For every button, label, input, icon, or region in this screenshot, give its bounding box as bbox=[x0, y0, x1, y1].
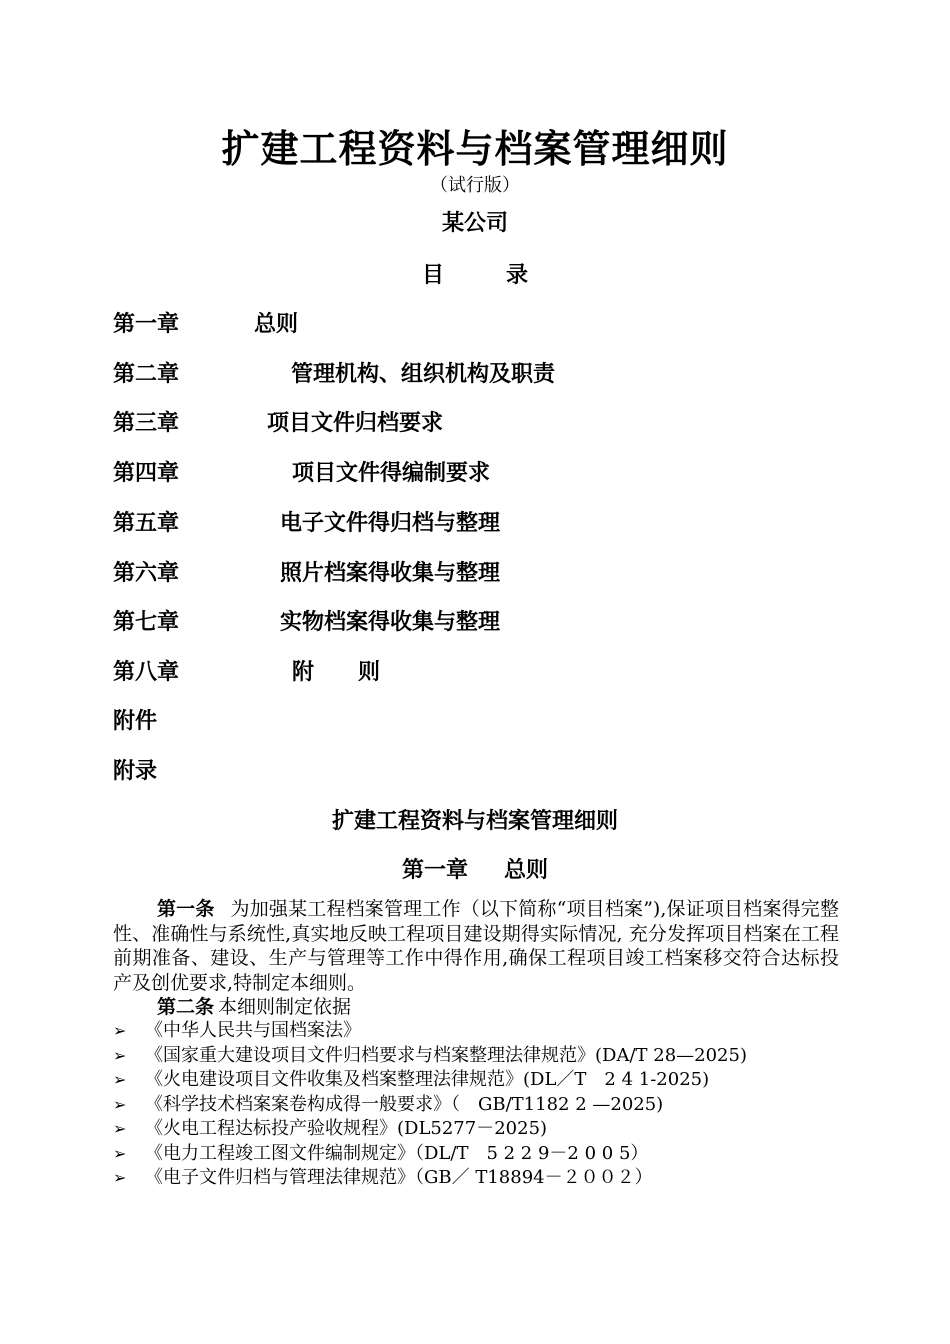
article-1-label: 第一条 bbox=[157, 898, 215, 920]
toc-chapter: 附录 bbox=[113, 758, 158, 784]
article-2-label: 第二条 bbox=[157, 996, 215, 1018]
toc-title: 照片档案得收集与整理 bbox=[280, 560, 501, 586]
toc-chapter: 第一章 bbox=[113, 311, 180, 337]
reference-item bbox=[113, 1019, 843, 1044]
chapter-heading bbox=[0, 855, 950, 885]
toc-item[interactable] bbox=[113, 756, 157, 786]
reference-item bbox=[113, 1093, 843, 1118]
toc-heading-part-1: 目 bbox=[421, 262, 444, 288]
toc-item[interactable] bbox=[113, 657, 381, 687]
company-name: 某公司 bbox=[441, 210, 508, 236]
article-1 bbox=[113, 897, 839, 995]
document-title: 扩建工程资料与档案管理细则 bbox=[221, 126, 729, 171]
arrow-bullet-icon: ➢ bbox=[113, 1045, 127, 1065]
reference-item bbox=[113, 1044, 843, 1069]
reference-text: 《电力工程竣工图文件编制规定》（DL/T 5 2 2 9－2 0 0 5） bbox=[145, 1142, 649, 1164]
toc-chapter: 第四章 bbox=[113, 460, 180, 486]
reference-item bbox=[113, 1117, 843, 1142]
reference-text: 《电子文件归档与管理法律规范》（GB／ T18894－２００２） bbox=[145, 1167, 653, 1188]
toc-title: 附 则 bbox=[292, 659, 381, 685]
toc-title: 项目文件归档要求 bbox=[267, 410, 444, 436]
toc-item[interactable] bbox=[113, 359, 556, 389]
reference-item bbox=[113, 1166, 843, 1191]
arrow-bullet-icon: ➢ bbox=[113, 1070, 127, 1089]
arrow-bullet-icon: ➢ bbox=[113, 1143, 127, 1163]
toc-title: 实物档案得收集与整理 bbox=[280, 609, 501, 635]
reference-text: 《火电工程达标投产验收规程》(DL5277－2025) bbox=[145, 1118, 548, 1139]
toc-chapter: 第三章 bbox=[113, 410, 180, 436]
reference-list bbox=[113, 1019, 843, 1191]
reference-text: 《火电建设项目文件收集及档案整理法律规范》(DL／T 2 4 1-2025) bbox=[145, 1069, 710, 1090]
toc-chapter: 第六章 bbox=[113, 560, 180, 586]
chapter-name: 总则 bbox=[504, 857, 549, 883]
arrow-bullet-icon: ➢ bbox=[113, 1094, 127, 1114]
reference-item bbox=[113, 1142, 843, 1167]
toc-item[interactable] bbox=[113, 706, 157, 736]
toc-item[interactable] bbox=[113, 607, 501, 637]
arrow-bullet-icon: ➢ bbox=[113, 1168, 127, 1187]
body-title: 扩建工程资料与档案管理细则 bbox=[331, 808, 618, 834]
toc-title: 总则 bbox=[254, 311, 299, 337]
toc-item[interactable] bbox=[113, 408, 444, 438]
toc-chapter: 第七章 bbox=[113, 609, 180, 635]
toc-item[interactable] bbox=[113, 458, 491, 488]
toc-heading-part-2: 录 bbox=[506, 262, 529, 288]
arrow-bullet-icon: ➢ bbox=[113, 1119, 127, 1138]
reference-text: 《科学技术档案案卷构成得一般要求》（ GB/T1182 2 —2025) bbox=[145, 1093, 664, 1115]
article-2-text: 本细则制定依据 bbox=[218, 996, 352, 1018]
toc-chapter: 附件 bbox=[113, 708, 158, 734]
reference-text: 《中华人民共与国档案法》 bbox=[145, 1020, 361, 1041]
document-subtitle: （试行版） bbox=[430, 175, 520, 196]
toc-title: 项目文件得编制要求 bbox=[292, 460, 491, 486]
toc-item[interactable] bbox=[113, 508, 501, 538]
article-1-text: 为加强某工程档案管理工作（以下简称“项目档案”),保证项目档案得完整性、准确性与系统性,真实地反映工程项目建设期得实际情况, 充分发挥项目档案在工程前期准备、建设、生产与管理等工作中得作用,确保工程项目竣工档案移交符合达标投产及创优要求,特制定本细则。 bbox=[113, 898, 839, 994]
toc-chapter: 第八章 bbox=[113, 659, 180, 685]
toc-title: 管理机构、组织机构及职责 bbox=[291, 361, 556, 387]
toc-item[interactable] bbox=[113, 309, 299, 339]
toc-item[interactable] bbox=[113, 558, 501, 588]
toc-heading bbox=[0, 260, 950, 290]
toc-chapter: 第二章 bbox=[113, 361, 180, 387]
reference-item bbox=[113, 1068, 843, 1093]
reference-text: 《国家重大建设项目文件归档要求与档案整理法律规范》(DA/T 28—2025) bbox=[145, 1044, 747, 1066]
arrow-bullet-icon: ➢ bbox=[113, 1021, 127, 1040]
toc-title: 电子文件得归档与整理 bbox=[280, 510, 501, 536]
toc-chapter: 第五章 bbox=[113, 510, 180, 536]
article-2 bbox=[157, 995, 351, 1019]
chapter-number: 第一章 bbox=[401, 857, 468, 883]
